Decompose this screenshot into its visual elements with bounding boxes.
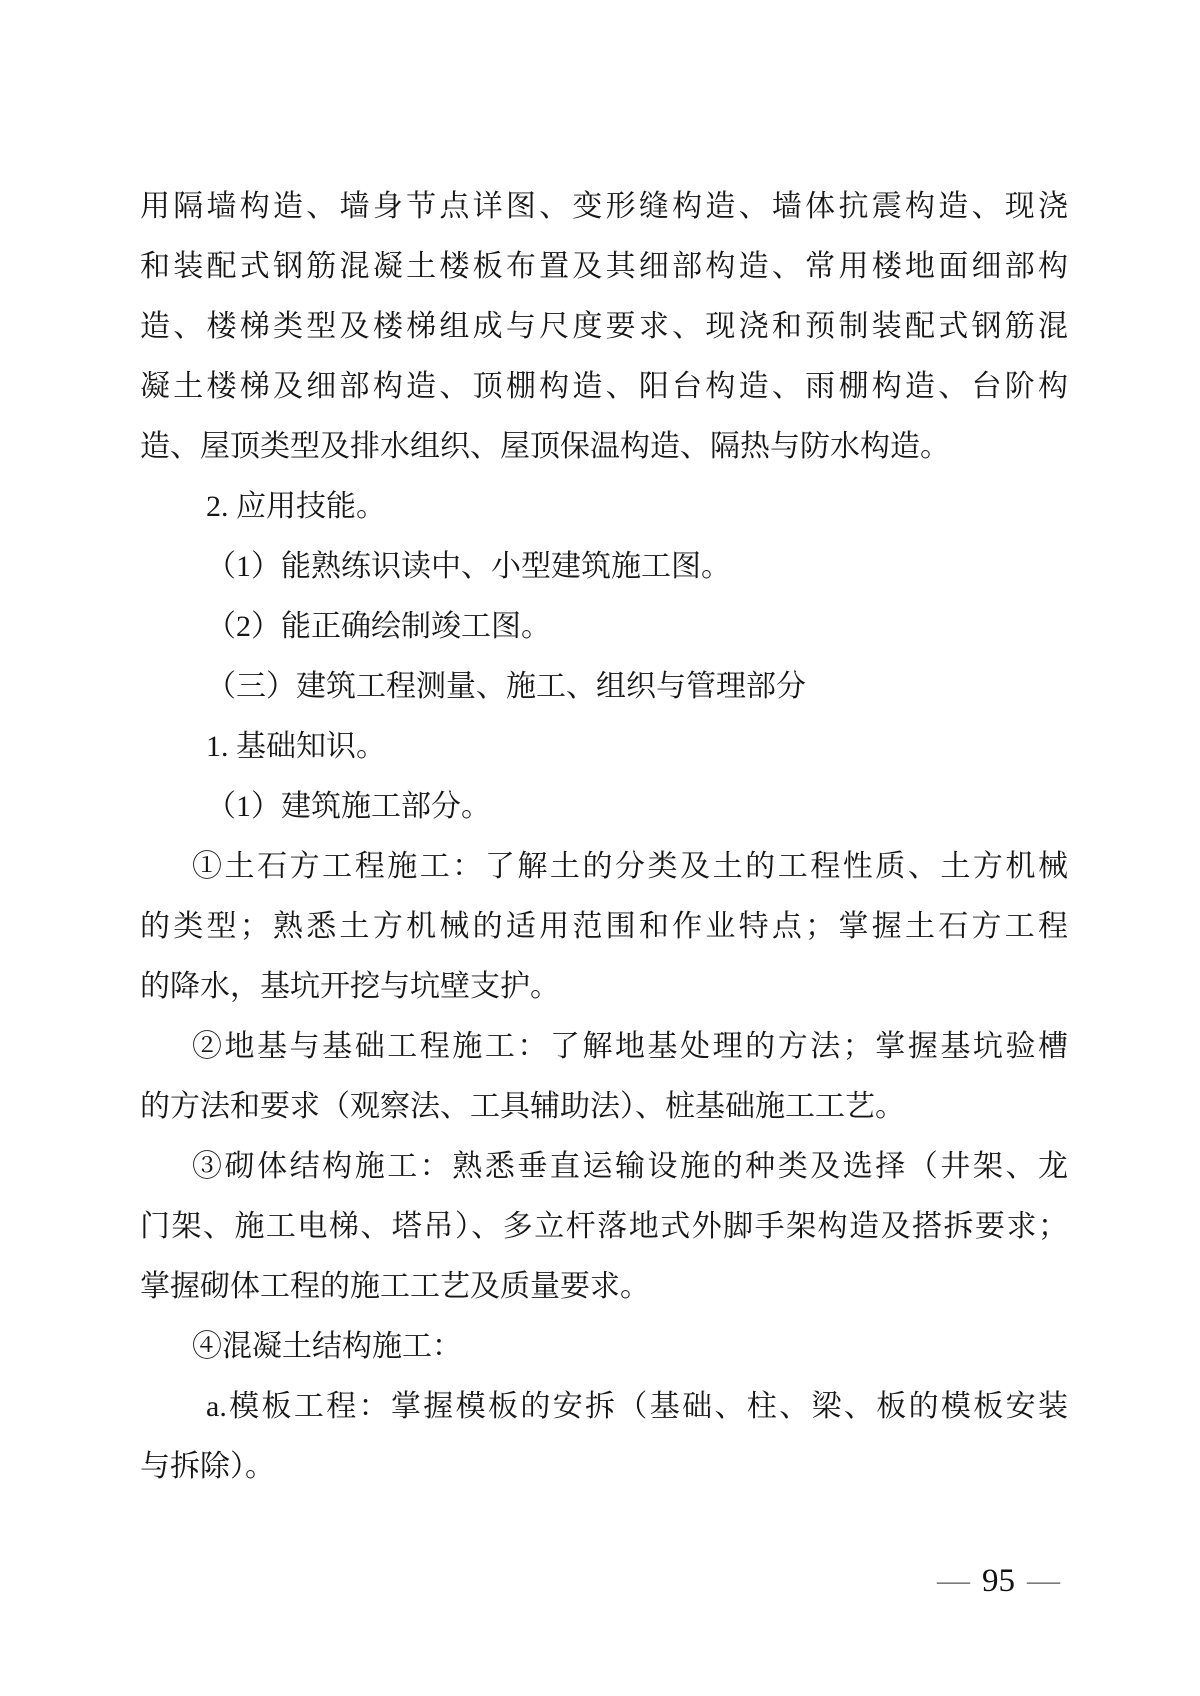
paragraph bbox=[140, 657, 1068, 717]
text-line: 2. 应用技能。 bbox=[206, 490, 386, 523]
paragraph bbox=[140, 1377, 1068, 1497]
footer-dash-right: — bbox=[1027, 1563, 1060, 1599]
paragraph bbox=[140, 1017, 1068, 1137]
paragraph bbox=[140, 537, 1068, 597]
paragraph bbox=[140, 597, 1068, 657]
text-line: 1. 基础知识。 bbox=[206, 730, 386, 763]
text-line: ①土石方工程施工：了解土的分类及土的工程性质、土方机械 bbox=[192, 850, 1068, 883]
text-line: （1）能熟练识读中、小型建筑施工图。 bbox=[206, 550, 731, 583]
page-number: 95 bbox=[982, 1563, 1015, 1599]
paragraph bbox=[140, 177, 1068, 477]
paragraph bbox=[140, 837, 1068, 1017]
paragraph bbox=[140, 1137, 1068, 1317]
text-line: 用隔墙构造、墙身节点详图、变形缝构造、墙体抗震构造、现浇 bbox=[140, 190, 1068, 223]
text-line: （1）建筑施工部分。 bbox=[206, 790, 491, 823]
text-line: 的类型；熟悉土方机械的适用范围和作业特点；掌握土石方工程 bbox=[140, 910, 1068, 943]
text-line: 和装配式钢筋混凝土楼板布置及其细部构造、常用楼地面细部构 bbox=[140, 250, 1068, 283]
text-line: ②地基与基础工程施工：了解地基处理的方法；掌握基坑验槽 bbox=[192, 1030, 1068, 1063]
text-line: 的方法和要求（观察法、工具辅助法）、桩基础施工工艺。 bbox=[140, 1090, 905, 1123]
page-footer bbox=[937, 1556, 1060, 1606]
text-line: 与拆除）。 bbox=[140, 1450, 275, 1483]
text-line: 门架、施工电梯、塔吊）、多立杆落地式外脚手架构造及搭拆要求； bbox=[140, 1210, 1068, 1243]
text-line: （2）能正确绘制竣工图。 bbox=[206, 610, 551, 643]
text-line: 造、屋顶类型及排水组织、屋顶保温构造、隔热与防水构造。 bbox=[140, 430, 950, 463]
paragraph bbox=[140, 477, 1068, 537]
text-line: 凝土楼梯及细部构造、顶棚构造、阳台构造、雨棚构造、台阶构 bbox=[140, 370, 1068, 403]
text-line: 造、楼梯类型及楼梯组成与尺度要求、现浇和预制装配式钢筋混 bbox=[140, 310, 1068, 343]
text-line: （三）建筑工程测量、施工、组织与管理部分 bbox=[206, 670, 806, 703]
text-line: ③砌体结构施工：熟悉垂直运输设施的种类及选择（井架、龙 bbox=[192, 1150, 1068, 1183]
paragraph bbox=[140, 777, 1068, 837]
text-line: a.模板工程：掌握模板的安拆（基础、柱、梁、板的模板安装 bbox=[206, 1390, 1068, 1423]
footer-dash-left: — bbox=[937, 1563, 970, 1599]
text-line: 掌握砌体工程的施工工艺及质量要求。 bbox=[140, 1270, 650, 1303]
document-body bbox=[140, 177, 1068, 1497]
paragraph bbox=[140, 1317, 1068, 1377]
text-line: 的降水，基坑开挖与坑壁支护。 bbox=[140, 970, 560, 1003]
text-line: ④混凝土结构施工： bbox=[192, 1330, 462, 1363]
paragraph bbox=[140, 717, 1068, 777]
